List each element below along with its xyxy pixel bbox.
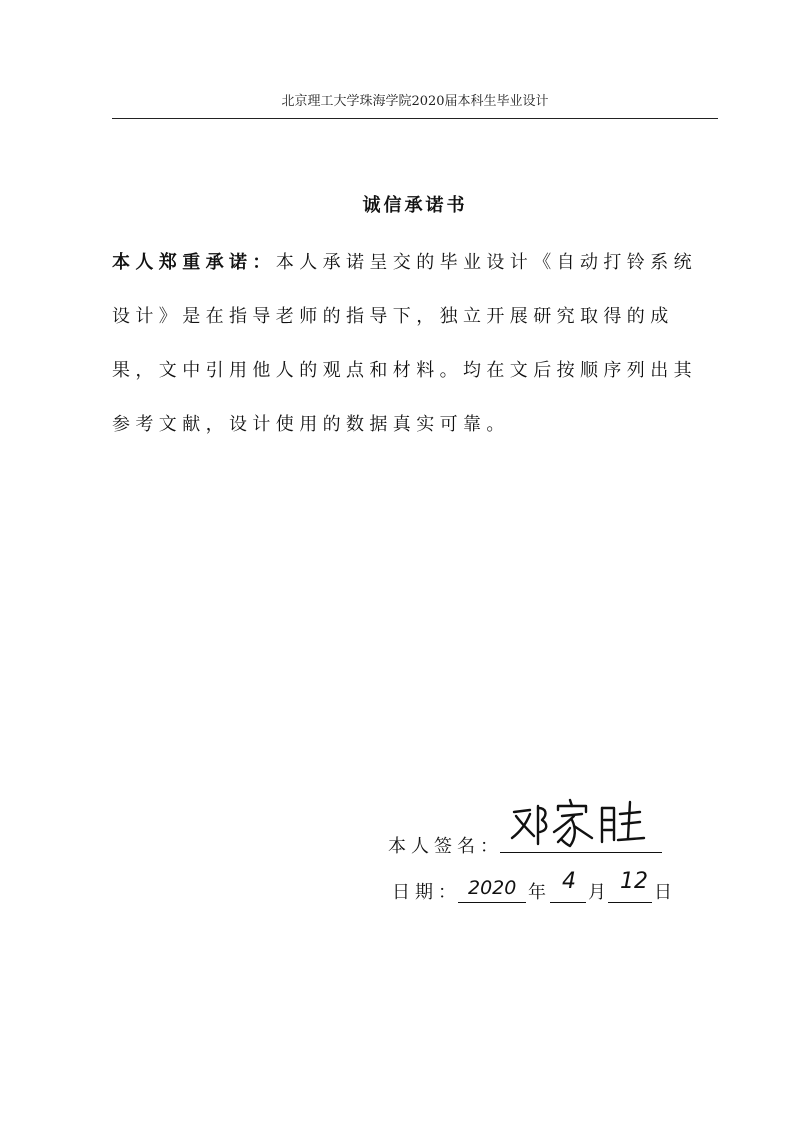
month-blank — [550, 902, 586, 903]
document-title: 诚信承诺书 — [362, 195, 468, 216]
year-unit: 年 — [528, 882, 546, 903]
year-value: 2020 — [468, 877, 517, 899]
date-label: 日期： — [392, 882, 461, 903]
signature-line — [500, 852, 662, 853]
running-header: 北京理工大学珠海学院2020届本科生毕业设计 — [281, 94, 549, 109]
pledge-lead: 本人郑重承诺： — [112, 252, 276, 273]
month-unit: 月 — [588, 882, 606, 903]
day-unit: 日 — [654, 882, 672, 903]
pledge-paragraph — [112, 236, 710, 452]
header-divider — [112, 118, 718, 119]
signature-label: 本人签名： — [388, 836, 503, 857]
month-value: 4 — [562, 869, 576, 894]
handwritten-signature — [508, 798, 648, 852]
pledge-body: 本人承诺呈交的毕业设计《自动打铃系统设计》是在指导老师的指导下，独立开展研究取得的成果，文中引用他人的观点和材料。均在文后按顺序列出其参考文献，设计使用的数据真实可靠。 — [112, 252, 698, 435]
day-value: 12 — [620, 869, 648, 894]
day-blank — [608, 902, 652, 903]
year-blank — [458, 902, 526, 903]
